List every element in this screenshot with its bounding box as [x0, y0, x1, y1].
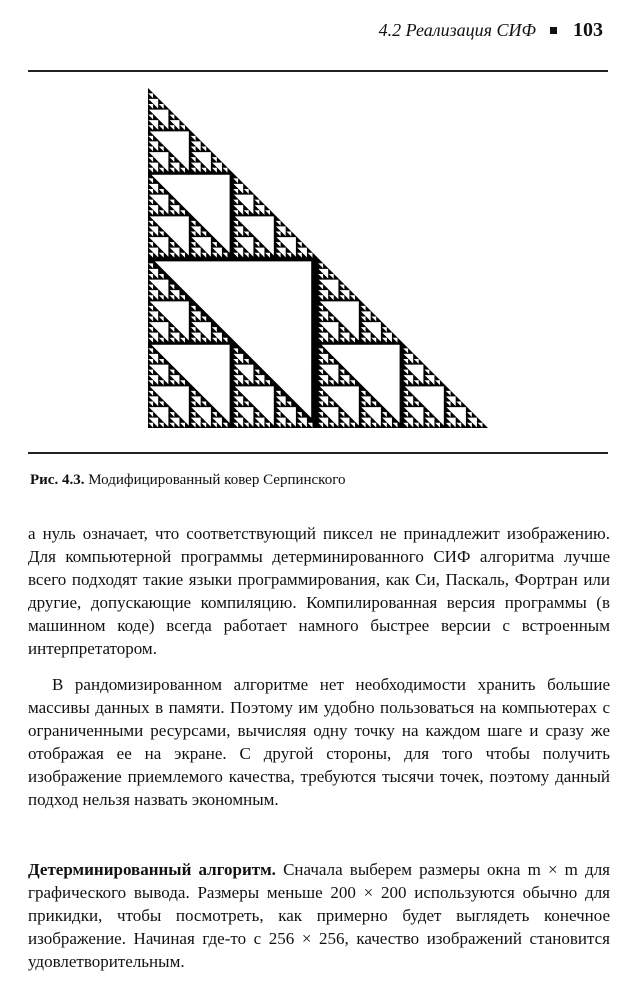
section-title: 4.2 Реализация СИФ: [378, 20, 536, 40]
bullet-separator: [550, 27, 557, 34]
paragraph-2: [28, 673, 610, 811]
running-head: [28, 18, 603, 42]
figure-caption: [30, 470, 608, 490]
sierpinski-carpet-figure: [148, 88, 488, 428]
header-rule: [28, 70, 608, 72]
paragraph-3: [28, 858, 610, 973]
caption-text: Модифицированный ковер Серпинского: [84, 472, 346, 488]
paragraph-3-heading: Детерминированный алгоритм.: [28, 860, 276, 879]
caption-label: Рис. 4.3.: [30, 472, 85, 488]
paragraph-1-text: а нуль означает, что соответствующий пиксел не принадлежит изображению. Для компьютерной программы детерминированного СИФ алгоритма лучше всего подходят такие языки программирования, как Си, Паскаль, Фортран или другие, допускающие компиляцию. Компилированная версия программы (в машинном коде) всегда работает намного быстрее версии с встроенным интерпретатором.: [28, 524, 610, 658]
paragraph-3-text: Сначала выберем размеры окна m × m для графического вывода. Размеры меньше 200 × 200 используются обычно для прикидки, чтобы посмотреть, как примерно будет выглядеть конечное изображение. Начиная где-то с 256 × 256, качество изображений становится удовлетворительным.: [28, 860, 610, 971]
figure-rule: [28, 452, 608, 454]
sierpinski-carpet-image: [148, 88, 488, 428]
paragraph-1: [28, 522, 610, 660]
paragraph-2-text: В рандомизированном алгоритме нет необходимости хранить большие массивы данных в памяти. Поэтому им удобно пользоваться на компьютерах с ограниченными ресурсами, вычисляя одну точку на каждом шаге и сразу же отображая ее на экране. С другой стороны, для того чтобы получить изображение приемлемого качества, требуются тысячи точек, поэтому данный подход нельзя назвать экономным.: [28, 675, 610, 809]
page-number: 103: [573, 19, 603, 41]
